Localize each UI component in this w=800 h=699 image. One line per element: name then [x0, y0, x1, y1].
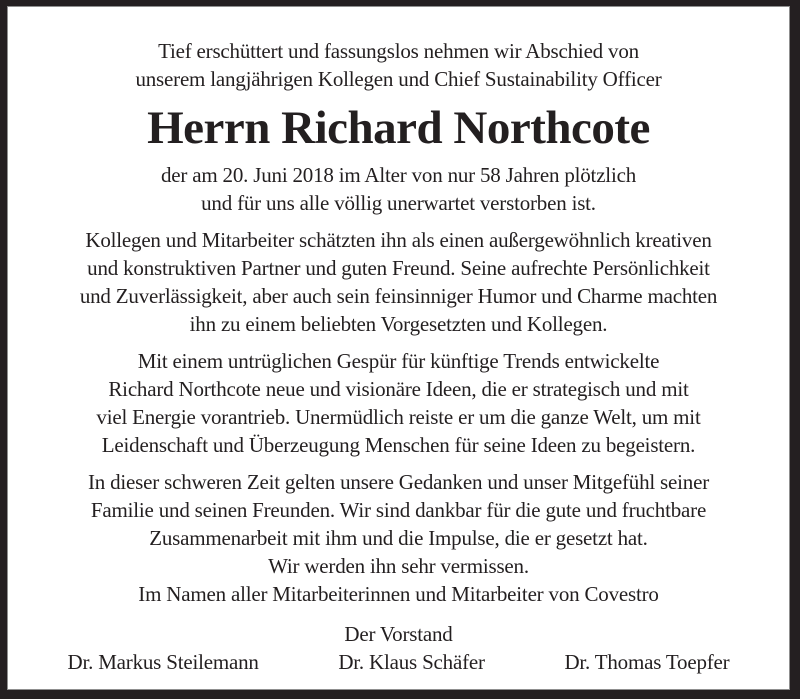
death-info-line: und für uns alle völlig unerwartet verstorben ist.: [201, 191, 596, 215]
board-title: Der Vorstand: [344, 622, 453, 646]
obituary-card: [7, 6, 790, 690]
paragraph-line: Leidenschaft und Überzeugung Menschen für seine Ideen zu begeistern.: [101, 433, 696, 457]
paragraph-line: viel Energie vorantrieb. Unermüdlich reiste er um die ganze Welt, um mit: [96, 405, 701, 429]
sympathy-paragraph: [8, 468, 789, 608]
paragraph-line: Familie und seinen Freunden. Wir sind dankbar für die gute und fruchtbare: [90, 498, 707, 522]
paragraph-line: Wir werden ihn sehr vermissen.: [268, 554, 529, 578]
death-info: [8, 161, 789, 217]
death-info-line: der am 20. Juni 2018 im Alter von nur 58 Jahren plötzlich: [160, 163, 636, 187]
intro-line: Tief erschüttert und fassungslos nehmen wir Abschied von: [158, 39, 639, 63]
paragraph-line: und Zuverlässigkeit, aber auch sein feinsinniger Humor und Charme machten: [79, 284, 718, 308]
board-member-name: Dr. Markus Steilemann: [67, 650, 259, 674]
paragraph-line: Kollegen und Mitarbeiter schätzten ihn als einen außergewöhnlich kreativen: [85, 228, 712, 252]
board-members-row: [68, 648, 730, 676]
intro-line: unserem langjährigen Kollegen und Chief Sustainability Officer: [135, 67, 662, 91]
intro-text: [8, 37, 789, 93]
condolence-paragraph: [8, 226, 789, 338]
legacy-paragraph: [8, 347, 789, 459]
paragraph-line: In dieser schweren Zeit gelten unsere Gedanken und unser Mitgefühl seiner: [87, 470, 709, 494]
paragraph-line: Im Namen aller Mitarbeiterinnen und Mitarbeiter von Covestro: [138, 582, 659, 606]
paragraph-line: und konstruktiven Partner und guten Freund. Seine aufrechte Persönlichkeit: [87, 256, 710, 280]
board-member-name: Dr. Thomas Toepfer: [564, 650, 730, 674]
paragraph-line: Richard Northcote neue und visionäre Ideen, die er strategisch und mit: [108, 377, 689, 401]
paragraph-line: Mit einem untrüglichen Gespür für künftige Trends entwickelte: [137, 349, 660, 373]
board-member-name: Dr. Klaus Schäfer: [338, 650, 485, 674]
paragraph-line: ihn zu einem beliebten Vorgesetzten und Kollegen.: [189, 312, 608, 336]
deceased-name: Herrn Richard Northcote: [147, 102, 650, 154]
paragraph-line: Zusammenarbeit mit ihm und die Impulse, die er gesetzt hat.: [149, 526, 648, 550]
